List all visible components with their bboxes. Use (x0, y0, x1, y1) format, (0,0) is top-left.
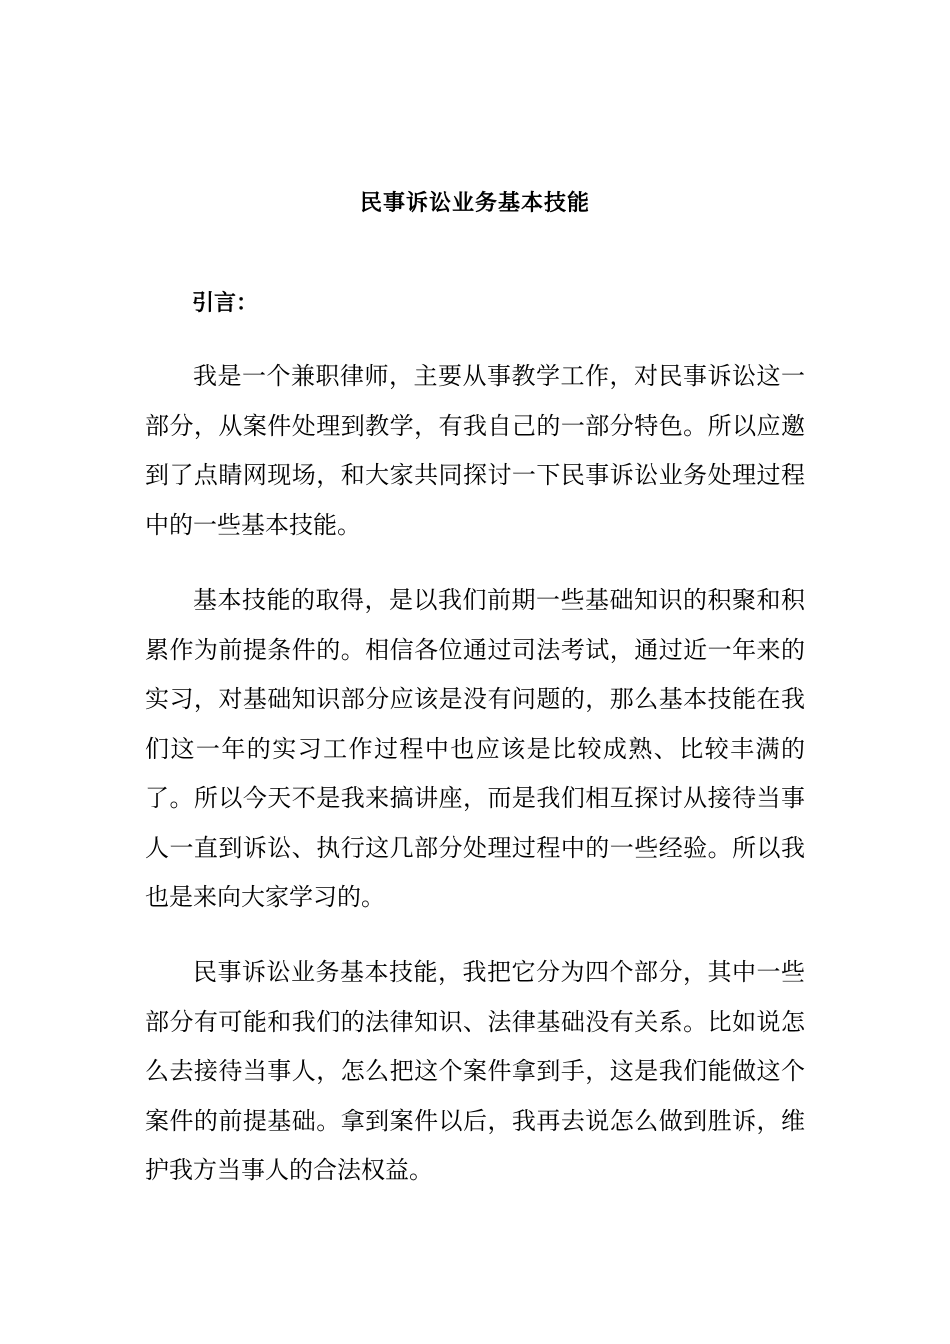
body-paragraph: 民事诉讼业务基本技能，我把它分为四个部分，其中一些部分有可能和我们的法律知识、法律基础没有关系。比如说怎么去接待当事人，怎么把这个案件拿到手，这是我们能做这个案件的前提基础。拿到案件以后，我再去说怎么做到胜诉，维护我方当事人的合法权益。 (145, 958, 805, 1184)
intro-heading: 引言： (192, 290, 259, 316)
document-title: 民事诉讼业务基本技能 (359, 190, 590, 216)
body-paragraph: 基本技能的取得，是以我们前期一些基础知识的积聚和积累作为前提条件的。相信各位通过司法考试，通过近一年来的实习，对基础知识部分应该是没有问题的，那么基本技能在我们这一年的实习工作过程中也应该是比较成熟、比较丰满的了。所以今天不是我来搞讲座，而是我们相互探讨从接待当事人一直到诉讼、执行这几部分处理过程中的一些经验。所以我也是来向大家学习的。 (145, 586, 805, 911)
body-paragraph: 我是一个兼职律师，主要从事教学工作，对民事诉讼这一部分，从案件处理到教学，有我自己的一部分特色。所以应邀到了点睛网现场，和大家共同探讨一下民事诉讼业务处理过程中的一些基本技能。 (145, 362, 805, 539)
